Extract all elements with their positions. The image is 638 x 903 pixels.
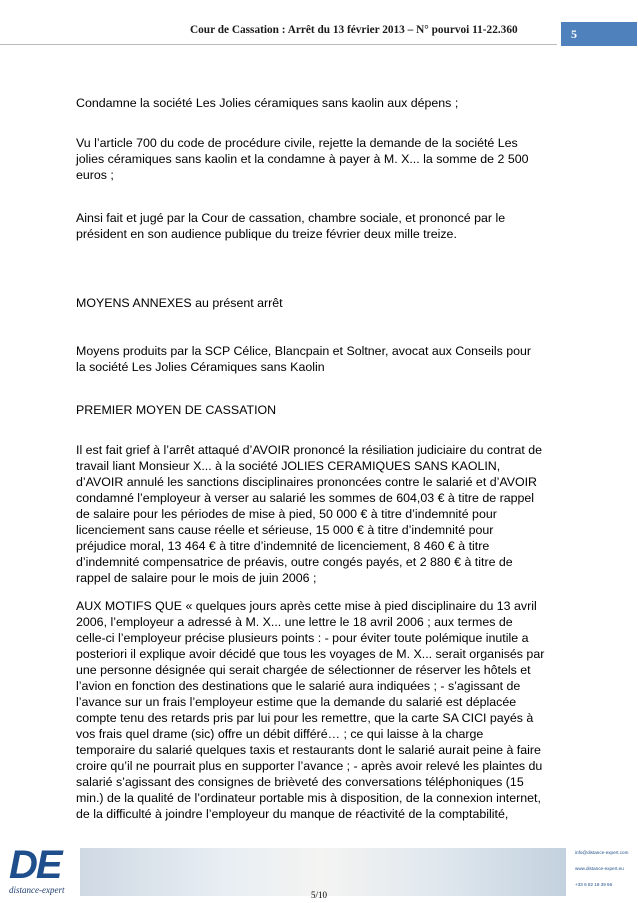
page-header-title: Cour de Cassation : Arrêt du 13 février 2013 – N° pourvoi 11-22.360 <box>190 24 518 36</box>
text-line: rappel de salaire pour le mois de juin 2006 ; <box>76 571 317 585</box>
text-line: euros ; <box>76 168 114 182</box>
header-rule <box>0 44 557 45</box>
text-line: président en son audience publique du treize février deux mille treize. <box>76 227 457 241</box>
text-line: compte tenu des retards pris par lui pour les remettre, que la carte SA CICI payés à <box>76 711 534 725</box>
logo-mark: DE <box>9 843 61 887</box>
text-line: posteriori il explique avoir décidé que tous les voyages de M. X... serait organisés par <box>76 647 545 661</box>
text-line: Vu l’article 700 du code de procédure civile, rejette la demande de la société Les <box>76 136 518 150</box>
text-line: MOYENS ANNEXES au présent arrêt <box>76 296 283 310</box>
text-line: préjudice moral, 13 464 € à titre d’indemnité de licenciement, 8 460 € à titre <box>76 539 490 553</box>
banner-image <box>80 848 566 896</box>
text-line: temporaire du salarié quelques taxis et restaurants dont le salarié aurait peine à faire <box>76 743 541 757</box>
text-line: Il est fait grief à l’arrêt attaqué d’AVOIR prononcé la résiliation judiciaire du contrat de <box>76 443 543 457</box>
text-line: de salaire pour les périodes de mise à pied, 50 000 € à titre d’indemnité pour <box>76 507 497 521</box>
text-line: l’avance sur un frais l’employeur estime que la demande du salarié est déplacée <box>76 695 517 709</box>
paragraph-2 <box>76 135 566 183</box>
section-heading-moyens-annexes <box>76 295 566 311</box>
text-line: vos frais quel drame (sic) offre un débit différé… ; ce qui laisse à la charge <box>76 727 484 741</box>
contact-website[interactable]: www.distance-expert.eu <box>575 866 624 871</box>
text-line: d’AVOIR annulé les sanctions disciplinaires prononcées contre le salarié et d’AVOIR <box>76 475 537 489</box>
header-page-number: 5 <box>561 22 637 46</box>
text-line: Ainsi fait et jugé par la Cour de cassation, chambre sociale, et prononcé par le <box>76 211 506 225</box>
text-line: la société Les Jolies Céramiques sans Kaolin <box>76 360 325 374</box>
text-line: celle-ci l’employeur précise plusieurs points : - pour éviter toute polémique inutile a <box>76 631 529 645</box>
text-line: travail liant Monsieur X... à la société JOLIES CERAMIQUES SANS KAOLIN, <box>76 459 501 473</box>
text-line: croire qu’il ne pourrait plus en supporter l’avance ; - après avoir relevé les plaintes du <box>76 759 543 773</box>
text-line: jolies céramiques sans kaolin et la condamne à payer à M. X... la somme de 2 500 <box>76 152 529 166</box>
text-line: min.) de la qualité de l’ordinateur portable mis à disposition, de la connexion internet, <box>76 791 541 805</box>
text-line: l’avion en fonction des destinations que le salarié aura indiquées ; - s’agissant de <box>76 679 521 693</box>
text-line: 2006, l’employeur a adressé à M. X... une lettre le 18 avril 2006 ; aux termes de <box>76 615 513 629</box>
section-heading-premier-moyen <box>76 402 566 418</box>
contact-phone: +33 6 82 18 39 66 <box>575 882 613 887</box>
text-line: Condamne la société Les Jolies céramiques sans kaolin aux dépens ; <box>76 96 459 110</box>
text-line: d’indemnité compensatrice de préavis, outre congés payés, et 2 880 € à titre de <box>76 555 513 569</box>
contact-email[interactable]: info@distance-expert.com <box>575 850 629 855</box>
paragraph-4 <box>76 343 566 375</box>
text-line: AUX MOTIFS QUE « quelques jours après cette mise à pied disciplinaire du 13 avril <box>76 599 537 613</box>
paragraph-3 <box>76 210 566 242</box>
logo-text: distance-expert <box>9 885 65 895</box>
text-line: Moyens produits par la SCP Célice, Blancpain et Soltner, avocat aux Conseils pour <box>76 344 532 358</box>
text-line: licenciement sans cause réelle et sérieuse, 15 000 € à titre d’indemnité pour <box>76 523 494 537</box>
text-line: une personne désignée qui serait chargée de sélectionner de réserver les hôtels et <box>76 663 531 677</box>
text-line: salarié s’agissant des consignes de brièveté des conversations téléphoniques (15 <box>76 775 524 789</box>
text-line: condamné l’employeur à verser au salarié les sommes de 604,03 € à titre de rappel <box>76 491 535 505</box>
paragraph-1 <box>76 95 566 111</box>
text-line: de la difficulté à joindre l’employeur du manque de réactivité de la comptabilité, <box>76 807 509 821</box>
paragraph-5 <box>76 442 566 586</box>
page-number: 5/10 <box>310 890 327 900</box>
text-line: PREMIER MOYEN DE CASSATION <box>76 403 277 417</box>
paragraph-6 <box>76 598 566 822</box>
